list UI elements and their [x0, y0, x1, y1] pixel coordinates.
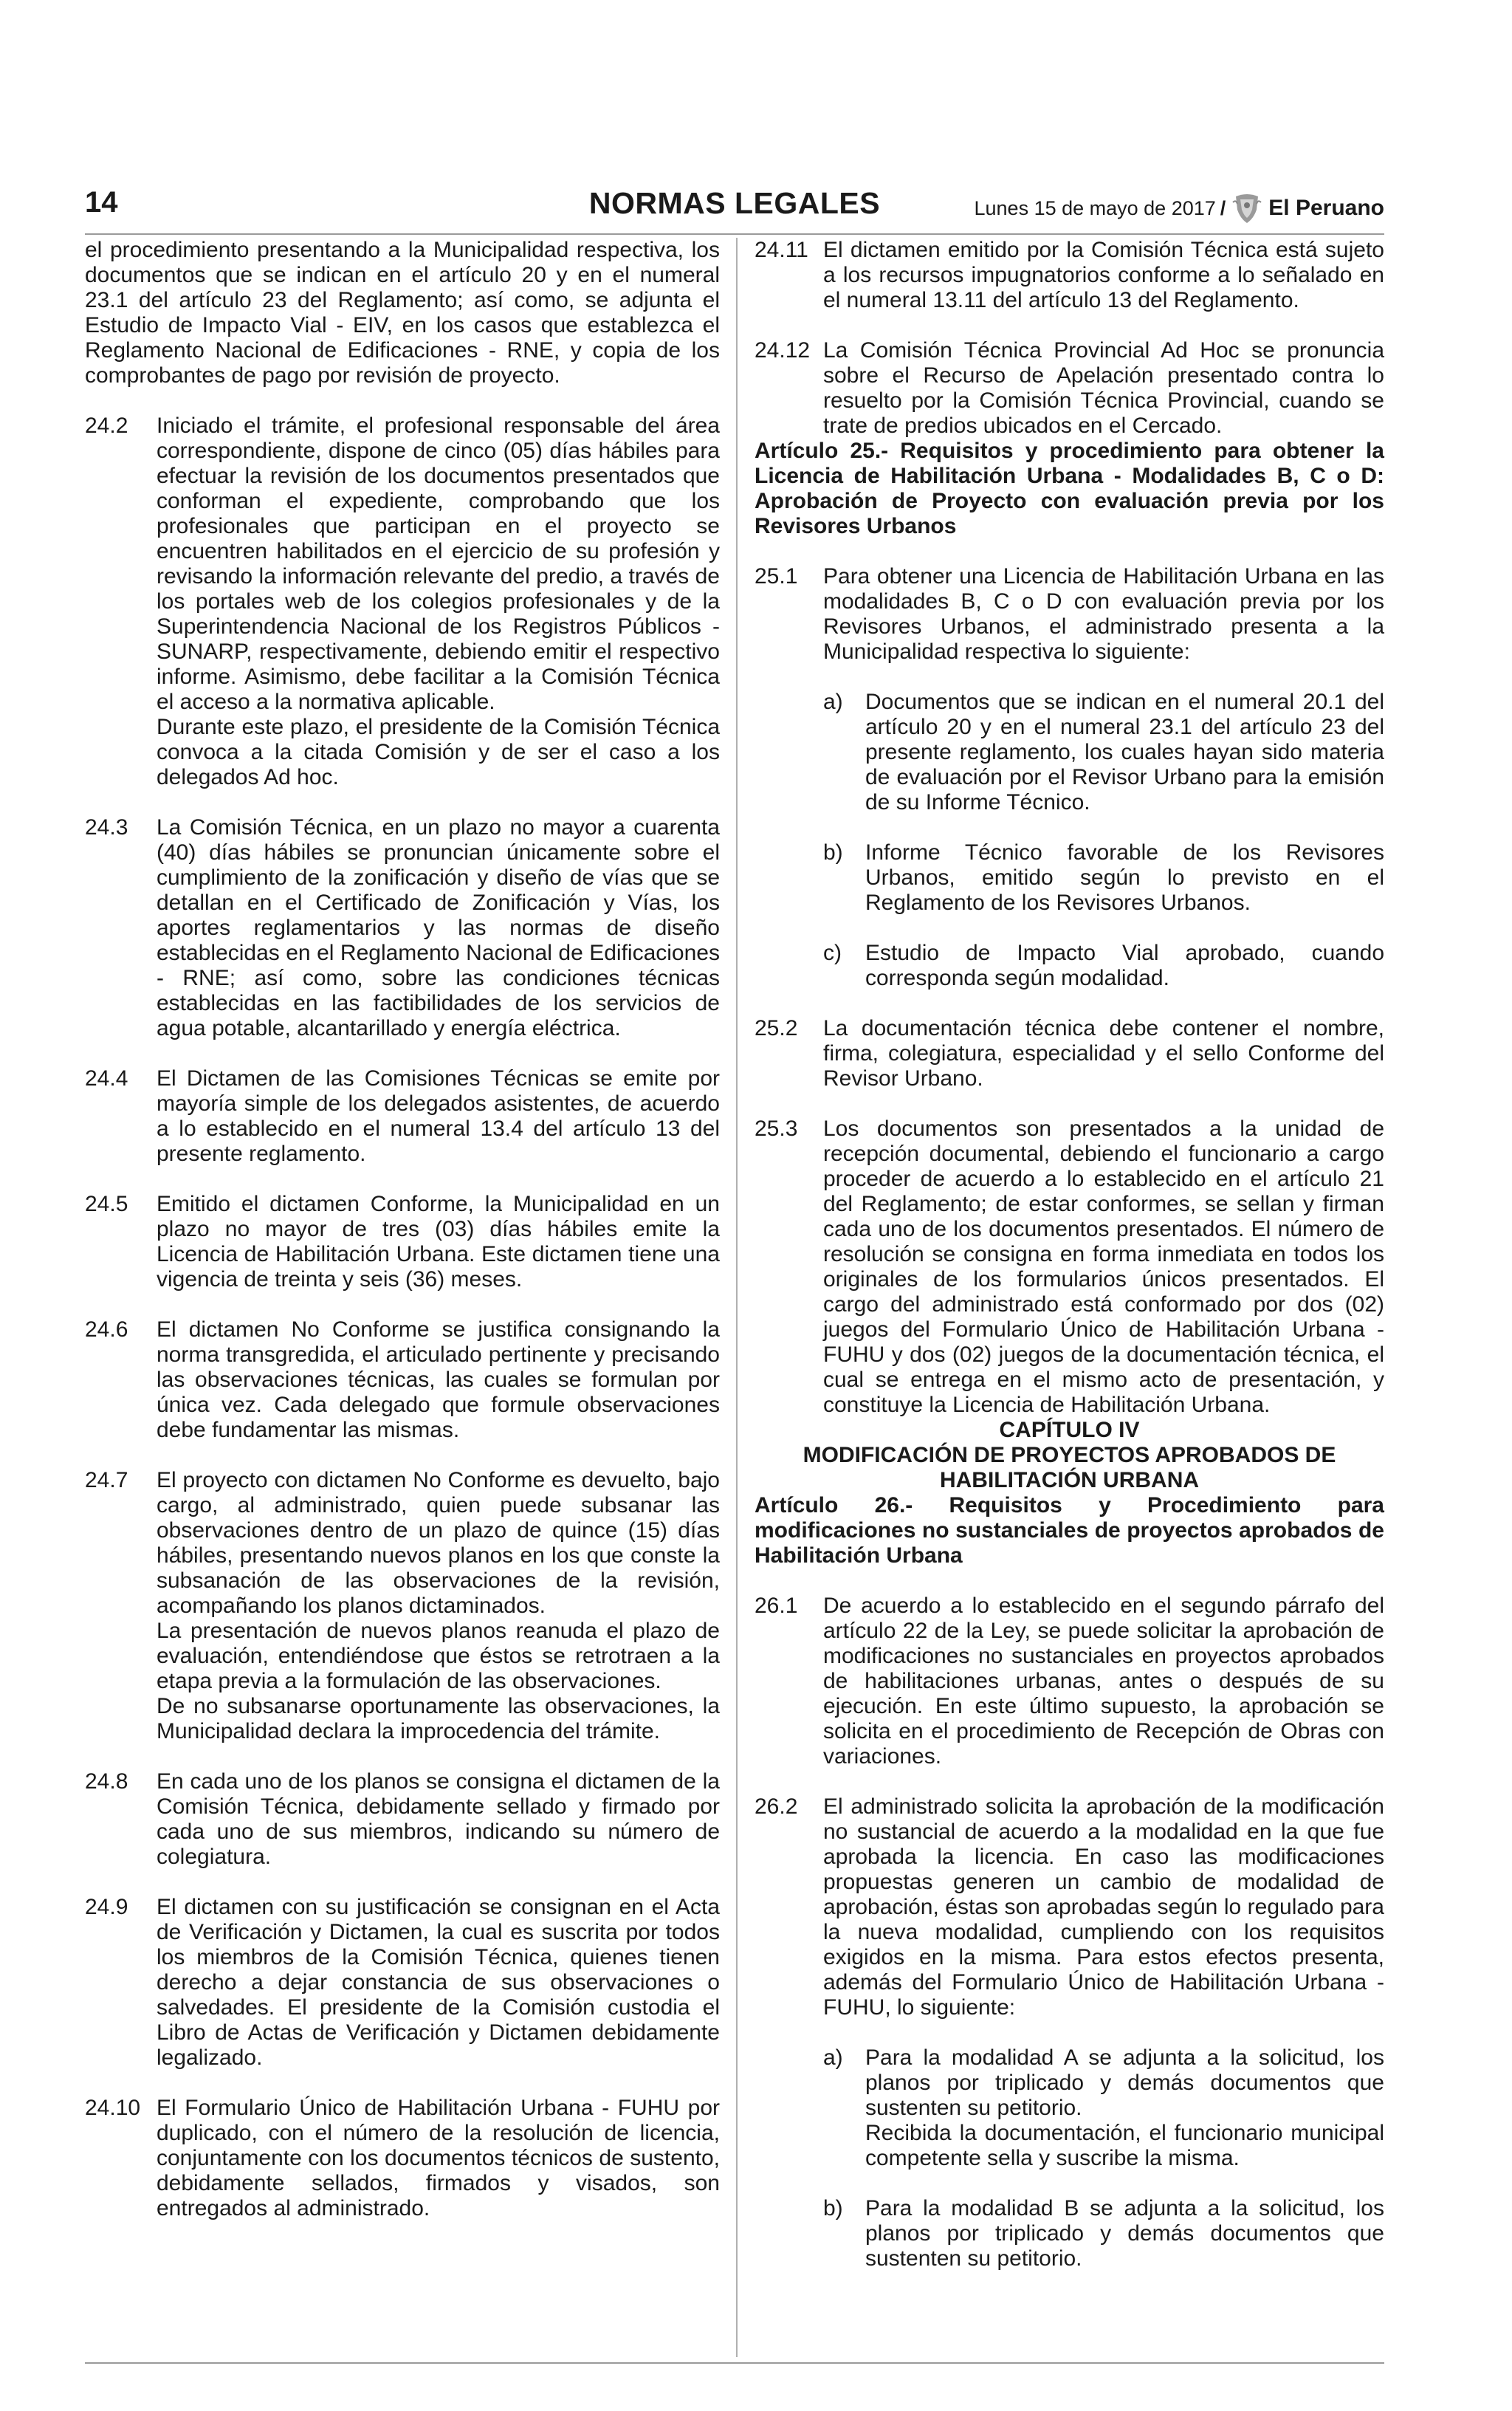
item-text: Durante este plazo, el presidente de la Comisión Técnica convoca a la citada Comisión y de ser el caso a los delegados Ad hoc. [157, 715, 720, 789]
item-text: La presentación de nuevos planos reanuda el plazo de evaluación, entendiéndose que éstos se retrotraen a la etapa previa a la formulación de las observaciones. [157, 1619, 720, 1693]
sub-item-label: a) [823, 2045, 843, 2070]
item-number: 24.8 [85, 1769, 128, 1794]
item-text: Emitido el dictamen Conforme, la Municipalidad en un plazo no mayor de tres (03) días hábiles emite la Licencia de Habilitación Urbana. Este dictamen tiene una vigencia de treinta y seis (36) meses. [157, 1192, 720, 1292]
item-text: El dictamen No Conforme se justifica consignando la norma transgredida, el articulado pertinente y precisando las observaciones técnicas, las cuales se formulan por única vez. Cada delegado que formule observaciones debe fundamentar las mismas. [157, 1317, 720, 1442]
numbered-item [755, 238, 1384, 313]
numbered-item [85, 1317, 720, 1443]
paragraph: el procedimiento presentando a la Municipalidad respectiva, los documentos que se indican en el artículo 20 y en el numeral 23.1 del artículo 23 del Reglamento; así como, se adjunta el Estudio de Impacto Vial - EIV, en los casos que establezca el Reglamento Nacional de Edificaciones - RNE, y copia de los comprobantes de pago por revisión de proyecto. [85, 238, 720, 388]
sub-item-text: Documentos que se indican en el numeral 20.1 del artículo 20 y en el numeral 23.1 del artículo 23 del presente reglamento, los cuales hayan sido materia de evaluación por el Revisor Urbano para la emisión de su Informe Técnico. [865, 690, 1384, 814]
item-number: 24.5 [85, 1192, 128, 1216]
numbered-item [85, 1769, 720, 1870]
item-text: De no subsanarse oportunamente las observaciones, la Municipalidad declara la improcedencia del trámite. [157, 1694, 720, 1743]
numbered-item [755, 338, 1384, 439]
footer-rule [85, 2362, 1384, 2364]
page-header [85, 186, 1384, 230]
publication-date: Lunes 15 de mayo de 2017 [974, 196, 1216, 219]
item-text: El Formulario Único de Habilitación Urbana - FUHU por duplicado, con el número de la resolución de licencia, conjuntamente con los documentos técnicos de sustento, debidamente sellados, firmados y visados, son entregados al administrado. [157, 2096, 720, 2220]
numbered-item [85, 815, 720, 1041]
numbered-item [85, 1468, 720, 1744]
numbered-item [755, 564, 1384, 991]
item-number: 26.2 [755, 1794, 798, 1819]
item-number: 24.11 [755, 238, 808, 262]
page-number: 14 [85, 186, 118, 219]
article-heading: Artículo 25.- Requisitos y procedimiento para obtener la Licencia de Habilitación Urbana - Modalidades B, C o D: Aprobación de Proyecto con evaluación previa por los Revisores Urbanos [755, 439, 1384, 538]
item-text: El proyecto con dictamen No Conforme es devuelto, bajo cargo, al administrado, quien puede subsanar las observaciones dentro de un plazo de quince (15) días hábiles, presentando nuevos planos en los que conste la subsanación de las observaciones de la revisión, acompañando los planos dictaminados. [157, 1468, 720, 1618]
item-number: 25.3 [755, 1117, 798, 1141]
sub-item-text: Para la modalidad A se adjunta a la solicitud, los planos por triplicado y demás documentos que sustenten su petitorio. [865, 2045, 1384, 2120]
item-text: De acuerdo a lo establecido en el segundo párrafo del artículo 22 de la Ley, se puede solicitar la aprobación de modificaciones no sustanciales en proyectos aprobados de habilitaciones urbanas, antes o después de su ejecución. En este último supuesto, la aprobación se solicita en el procedimiento de Recepción de Obras con variaciones. [823, 1594, 1384, 1769]
item-number: 24.3 [85, 815, 128, 840]
item-number: 24.9 [85, 1895, 128, 1919]
item-text: Iniciado el trámite, el profesional responsable del área correspondiente, dispone de cinco (05) días hábiles para efectuar la revisión de los documentos presentados que conforman el expediente, comprobando que los profesionales que participan en el proyecto se encuentren habilitados en el ejercicio de su profesión y revisando la información relevante del predio, a través de los portales web de los colegios profesionales y de la Superintendencia Nacional de los Registros Públicos - SUNARP, respectivamente, debiendo emitir el respectivo informe. Asimismo, debe facilitar a la Comisión Técnica el acceso a la normativa aplicable. [157, 414, 720, 714]
sub-item-text: Estudio de Impacto Vial aprobado, cuando corresponda según modalidad. [865, 941, 1384, 990]
item-number: 24.6 [85, 1317, 128, 1342]
item-number: 24.2 [85, 414, 128, 438]
coat-of-arms-icon [1231, 192, 1262, 224]
sub-item-label: a) [823, 690, 843, 714]
numbered-item [85, 1066, 720, 1167]
item-text: El dictamen emitido por la Comisión Técnica está sujeto a los recursos impugnatorios conforme a lo señalado en el numeral 13.11 del artículo 13 del Reglamento. [823, 238, 1384, 312]
sub-item-label: b) [823, 2196, 843, 2220]
item-number: 24.7 [85, 1468, 128, 1492]
item-number: 24.10 [85, 2096, 141, 2120]
chapter-heading: CAPÍTULO IV [999, 1418, 1140, 1442]
sub-item-text: Informe Técnico favorable de los Revisores Urbanos, emitido según lo previsto en el Reglamento de los Revisores Urbanos. [865, 840, 1384, 915]
item-number: 26.1 [755, 1594, 798, 1618]
item-text: La Comisión Técnica, en un plazo no mayor a cuarenta (40) días hábiles se pronuncian únicamente sobre el cumplimiento de la zonificación y diseño de vías que se detallan en el Certificado de Zonificación y Vías, los aportes reglamentarios y las normas de diseño establecidas en el Reglamento Nacional de Edificaciones - RNE; así como, sobre las condiciones técnicas establecidas en las factibilidades de los servicios de agua potable, alcantarillado y energía eléctrica. [157, 815, 720, 1040]
item-number: 25.1 [755, 564, 798, 589]
item-text: La documentación técnica debe contener el nombre, firma, colegiatura, especialidad y el sello Conforme del Revisor Urbano. [823, 1016, 1384, 1091]
item-text: El Dictamen de las Comisiones Técnicas se emite por mayoría simple de los delegados asistentes, de acuerdo a lo establecido en el numeral 13.4 del artículo 13 del presente reglamento. [157, 1066, 720, 1166]
column-divider [736, 238, 738, 2357]
section-title: NORMAS LEGALES [588, 186, 881, 220]
item-text: En cada uno de los planos se consigna el dictamen de la Comisión Técnica, debidamente sellado y firmado por cada uno de sus miembros, indicando su número de colegiatura. [157, 1769, 720, 1869]
numbered-item [755, 1117, 1384, 1418]
numbered-item [755, 1594, 1384, 1769]
numbered-item [755, 1794, 1384, 2271]
sub-item-label: c) [823, 941, 842, 965]
numbered-item [85, 1192, 720, 1292]
item-text: El dictamen con su justificación se consignan en el Acta de Verificación y Dictamen, la cual es suscrita por todos los miembros de la Comisión Técnica, quienes tienen derecho a dejar constancia de sus observaciones o salvedades. El presidente de la Comisión custodia el Libro de Actas de Verificación y Dictamen debidamente legalizado. [157, 1895, 720, 2070]
item-number: 25.2 [755, 1016, 798, 1040]
sub-item-text: Para la modalidad B se adjunta a la solicitud, los planos por triplicado y demás documentos que sustenten su petitorio. [865, 2196, 1384, 2271]
sub-item-label: b) [823, 840, 843, 865]
item-text: Para obtener una Licencia de Habilitación Urbana en las modalidades B, C o D con evaluación previa por los Revisores Urbanos, el administrado presenta a la Municipalidad respectiva lo siguiente: [823, 564, 1384, 664]
chapter-title: MODIFICACIÓN DE PROYECTOS APROBADOS DE HABILITACIÓN URBANA [803, 1443, 1336, 1492]
sub-item [823, 840, 1384, 916]
right-column [755, 238, 1384, 2271]
header-rule [85, 233, 1384, 235]
header-separator: / [1220, 196, 1226, 219]
numbered-item [85, 414, 720, 790]
article-heading: Artículo 26.- Requisitos y Procedimiento para modificaciones no sustanciales de proyectos aprobados de Habilitación Urbana [755, 1493, 1384, 1568]
sub-item [823, 2196, 1384, 2271]
numbered-item [755, 1016, 1384, 1091]
sub-item [823, 2045, 1384, 2171]
item-number: 24.4 [85, 1066, 128, 1091]
item-text: La Comisión Técnica Provincial Ad Hoc se pronuncia sobre el Recurso de Apelación presentado contra lo resuelto por la Comisión Técnica Provincial, cuando se trate de predios ubicados en el Cercado. [823, 338, 1384, 438]
item-text: Los documentos son presentados a la unidad de recepción documental, debiendo el funcionario a cargo proceder de acuerdo a lo establecido en el artículo 21 del Reglamento; de estar conformes, se sellan y firman cada uno de los documentos presentados. El número de resolución se consigna en forma inmediata en todos los originales de los formularios únicos presentados. El cargo del administrado está conformado por dos (02) juegos del Formulario Único de Habilitación Urbana - FUHU y dos (02) juegos de la documentación técnica, el cual se entrega en el mismo acto de presentación, y constituye la Licencia de Habilitación Urbana. [823, 1117, 1384, 1417]
numbered-item [85, 2096, 720, 2221]
item-number: 24.12 [755, 338, 811, 363]
left-column [85, 238, 720, 2221]
sub-item [823, 941, 1384, 991]
item-text: El administrado solicita la aprobación de la modificación no sustancial de acuerdo a la modalidad en la que fue aprobada la licencia. En caso las modificaciones propuestas generen un cambio de modalidad de aprobación, éstas son aprobadas según lo regulado para la nueva modalidad, cumpliendo con los requisitos exigidos en la misma. Para estos efectos presenta, además del Formulario Único de Habilitación Urbana - FUHU, lo siguiente: [823, 1794, 1384, 2020]
sub-item [823, 690, 1384, 815]
masthead: El Peruano [1268, 196, 1384, 220]
sub-item-text: Recibida la documentación, el funcionario municipal competente sella y suscribe la misma. [865, 2121, 1384, 2170]
numbered-item [85, 1895, 720, 2071]
header-right [975, 192, 1385, 224]
